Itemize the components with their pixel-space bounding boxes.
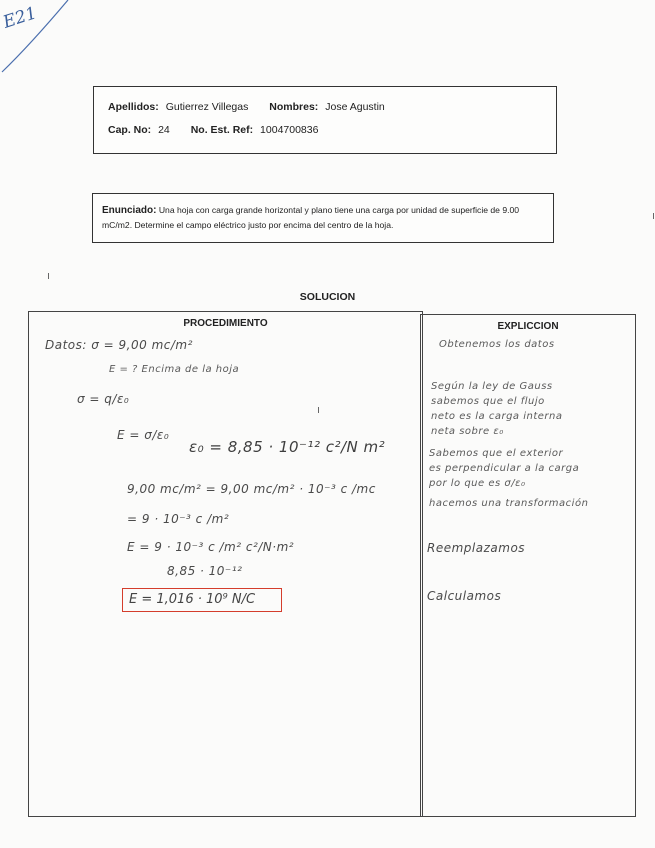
statement-box [92, 193, 554, 243]
corner-pen-mark [0, 0, 80, 80]
procedure-column [28, 311, 423, 817]
procedure-line: E = ? Encima de la hoja [109, 364, 240, 375]
procedure-line: 9,00 mc/m² = 9,00 mc/m² · 10⁻³ c /mc [127, 482, 376, 496]
explanation-line: por lo que es σ/ε₀ [429, 478, 526, 489]
statement-text: Una hoja con carga grande horizontal y plano tiene una carga por unidad de superficie de 9.00 mC/m2. Determine el campo eléctrico justo por encima del centro de la hoja. [102, 205, 520, 230]
solution-title: SOLUCION [299, 291, 356, 303]
explanation-line: hacemos una transformación [429, 498, 589, 509]
explanation-line: Calculamos [427, 589, 502, 603]
student-info-box [93, 86, 557, 154]
explanation-line: Según la ley de Gauss [431, 381, 553, 392]
scan-mark [48, 273, 49, 279]
name-label: Nombres: [269, 101, 319, 113]
corner-code: E21 [0, 3, 40, 33]
procedure-line: = 9 · 10⁻³ c /m² [127, 512, 230, 526]
final-result: E = 1,016 · 10⁹ N/C [122, 588, 282, 612]
student-name-row [108, 101, 542, 113]
procedure-line: ε₀ = 8,85 · 10⁻¹² c²/N m² [189, 438, 386, 456]
explanation-line: sabemos que el flujo [431, 396, 545, 407]
explanation-line: Reemplazamos [427, 541, 526, 555]
explanation-line: es perpendicular a la carga [429, 463, 580, 474]
explanation-line: neta sobre ε₀ [431, 426, 504, 437]
ref-label: No. Est. Ref: [190, 124, 254, 136]
ref-value: 1004700836 [260, 124, 319, 136]
procedure-line: E = 9 · 10⁻³ c /m² c²/N·m² [127, 540, 295, 554]
explanation-header: EXPLICCION [497, 321, 559, 332]
procedure-line: Datos: σ = 9,00 mc/m² [45, 338, 193, 352]
surname-value: Gutierrez Villegas [165, 101, 249, 113]
student-ref-row [108, 124, 542, 136]
scan-mark [318, 407, 319, 413]
cap-value: 24 [158, 124, 170, 136]
explanation-line: Obtenemos los datos [439, 339, 555, 350]
explanation-line: Sabemos que el exterior [429, 448, 564, 459]
name-value: Jose Agustin [325, 101, 385, 113]
procedure-line: σ = q/ε₀ [77, 392, 130, 406]
procedure-header: PROCEDIMIENTO [183, 318, 268, 329]
explanation-column [420, 314, 636, 817]
surname-label: Apellidos: [108, 101, 159, 113]
scan-mark [653, 213, 654, 219]
procedure-line: E = σ/ε₀ [117, 428, 170, 442]
statement-label: Enunciado: [102, 205, 157, 216]
explanation-line: neto es la carga interna [431, 411, 563, 422]
procedure-line: 8,85 · 10⁻¹² [167, 564, 243, 578]
cap-label: Cap. No: [108, 124, 152, 136]
